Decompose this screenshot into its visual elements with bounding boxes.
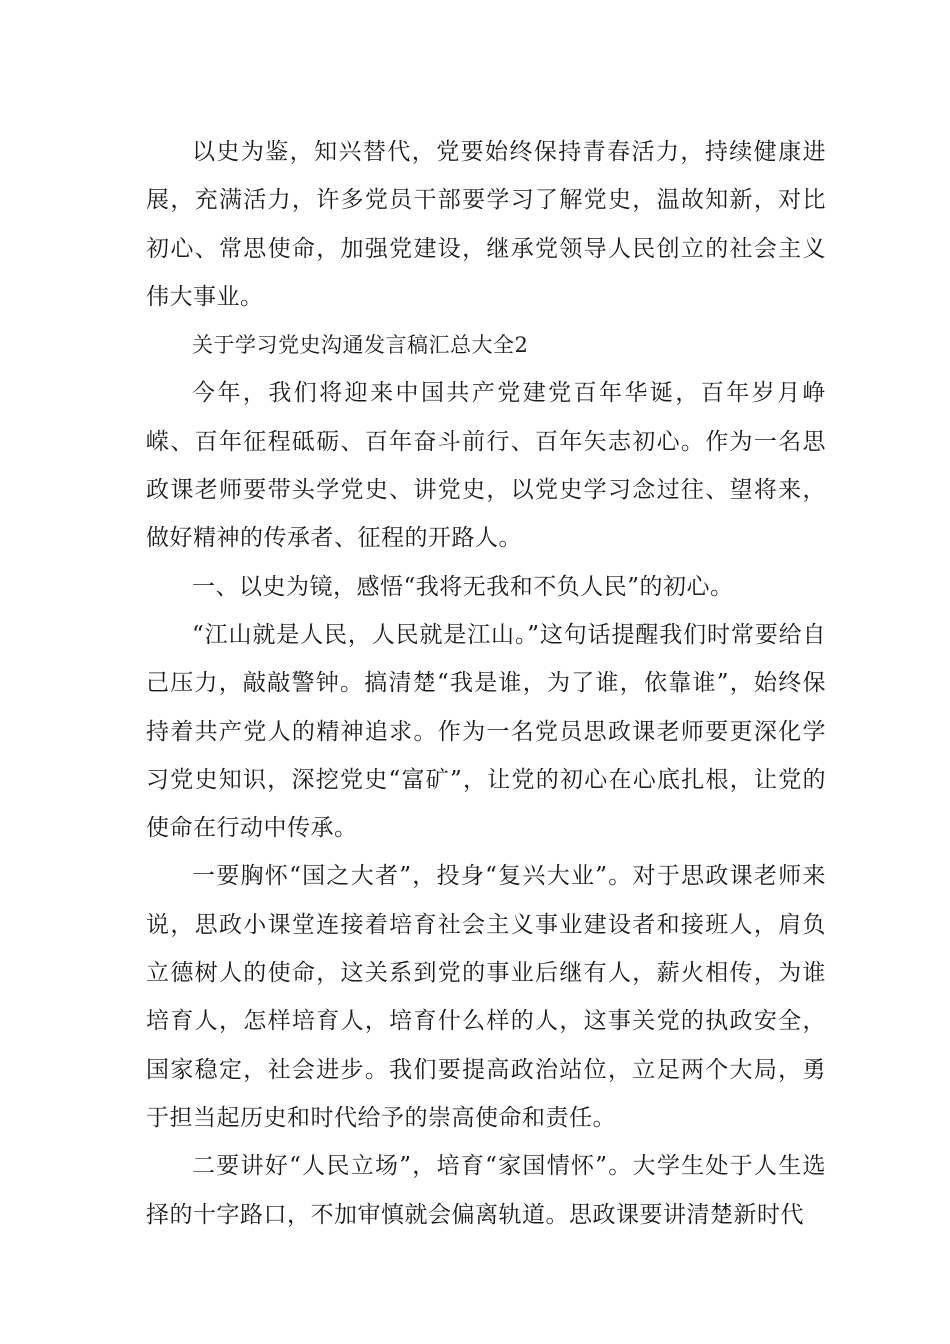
paragraph-3: 一、以史为镜，感悟“我将无我和不负人民”的初心。 [192, 573, 734, 600]
paragraph-4: “江山就是人民，人民就是江山。”这句话提醒我们时常要给自己压力，敲敲警钟。搞清楚“我是谁，为了谁，依靠谁”，始终保持着共产党人的精神追求。作为一名党员思政课老师要更深化学习党史知识，深挖党史“富矿”，让党的初心在心底扎根，让党的使命在行动中传承。 [146, 621, 826, 842]
paragraph-1: 以史为鉴，知兴替代，党要始终保持青春活力，持续健康进展，充满活力，许多党员干部要学习了解党史，温故知新，对比初心、常思使命，加强党建设，继承党领导人民创立的社会主义伟大事业。 [146, 139, 826, 310]
section-heading: 关于学习党史沟通发言稿汇总大全2 [192, 333, 529, 358]
paragraph-2: 今年，我们将迎来中国共产党建党百年华诞，百年岁月峥嵘、百年征程砥砺、百年奋斗前行、百年矢志初心。作为一名思政课老师要带头学党史、讲党史，以党史学习念过往、望将来，做好精神的传承者、征程的开路人。 [146, 380, 826, 552]
paragraph-6: 二要讲好“人民立场”，培育“家国情怀”。大学生处于人生选择的十字路口，不加审慎就会偏离轨道。思政课要讲清楚新时代 [146, 1153, 826, 1228]
document-body [146, 128, 826, 1239]
paragraph-5: 一要胸怀“国之大者”，投身“复兴大业”。对于思政课老师来说，思政小课堂连接着培育社会主义事业建设者和接班人，肩负立德树人的使命，这关系到党的事业后继有人，薪火相传，为谁培育人，怎样培育人，培育什么样的人，这事关党的执政安全，国家稳定，社会进步。我们要提高政治站位，立足两个大局，勇于担当起历史和时代给予的崇高使命和责任。 [146, 863, 826, 1131]
